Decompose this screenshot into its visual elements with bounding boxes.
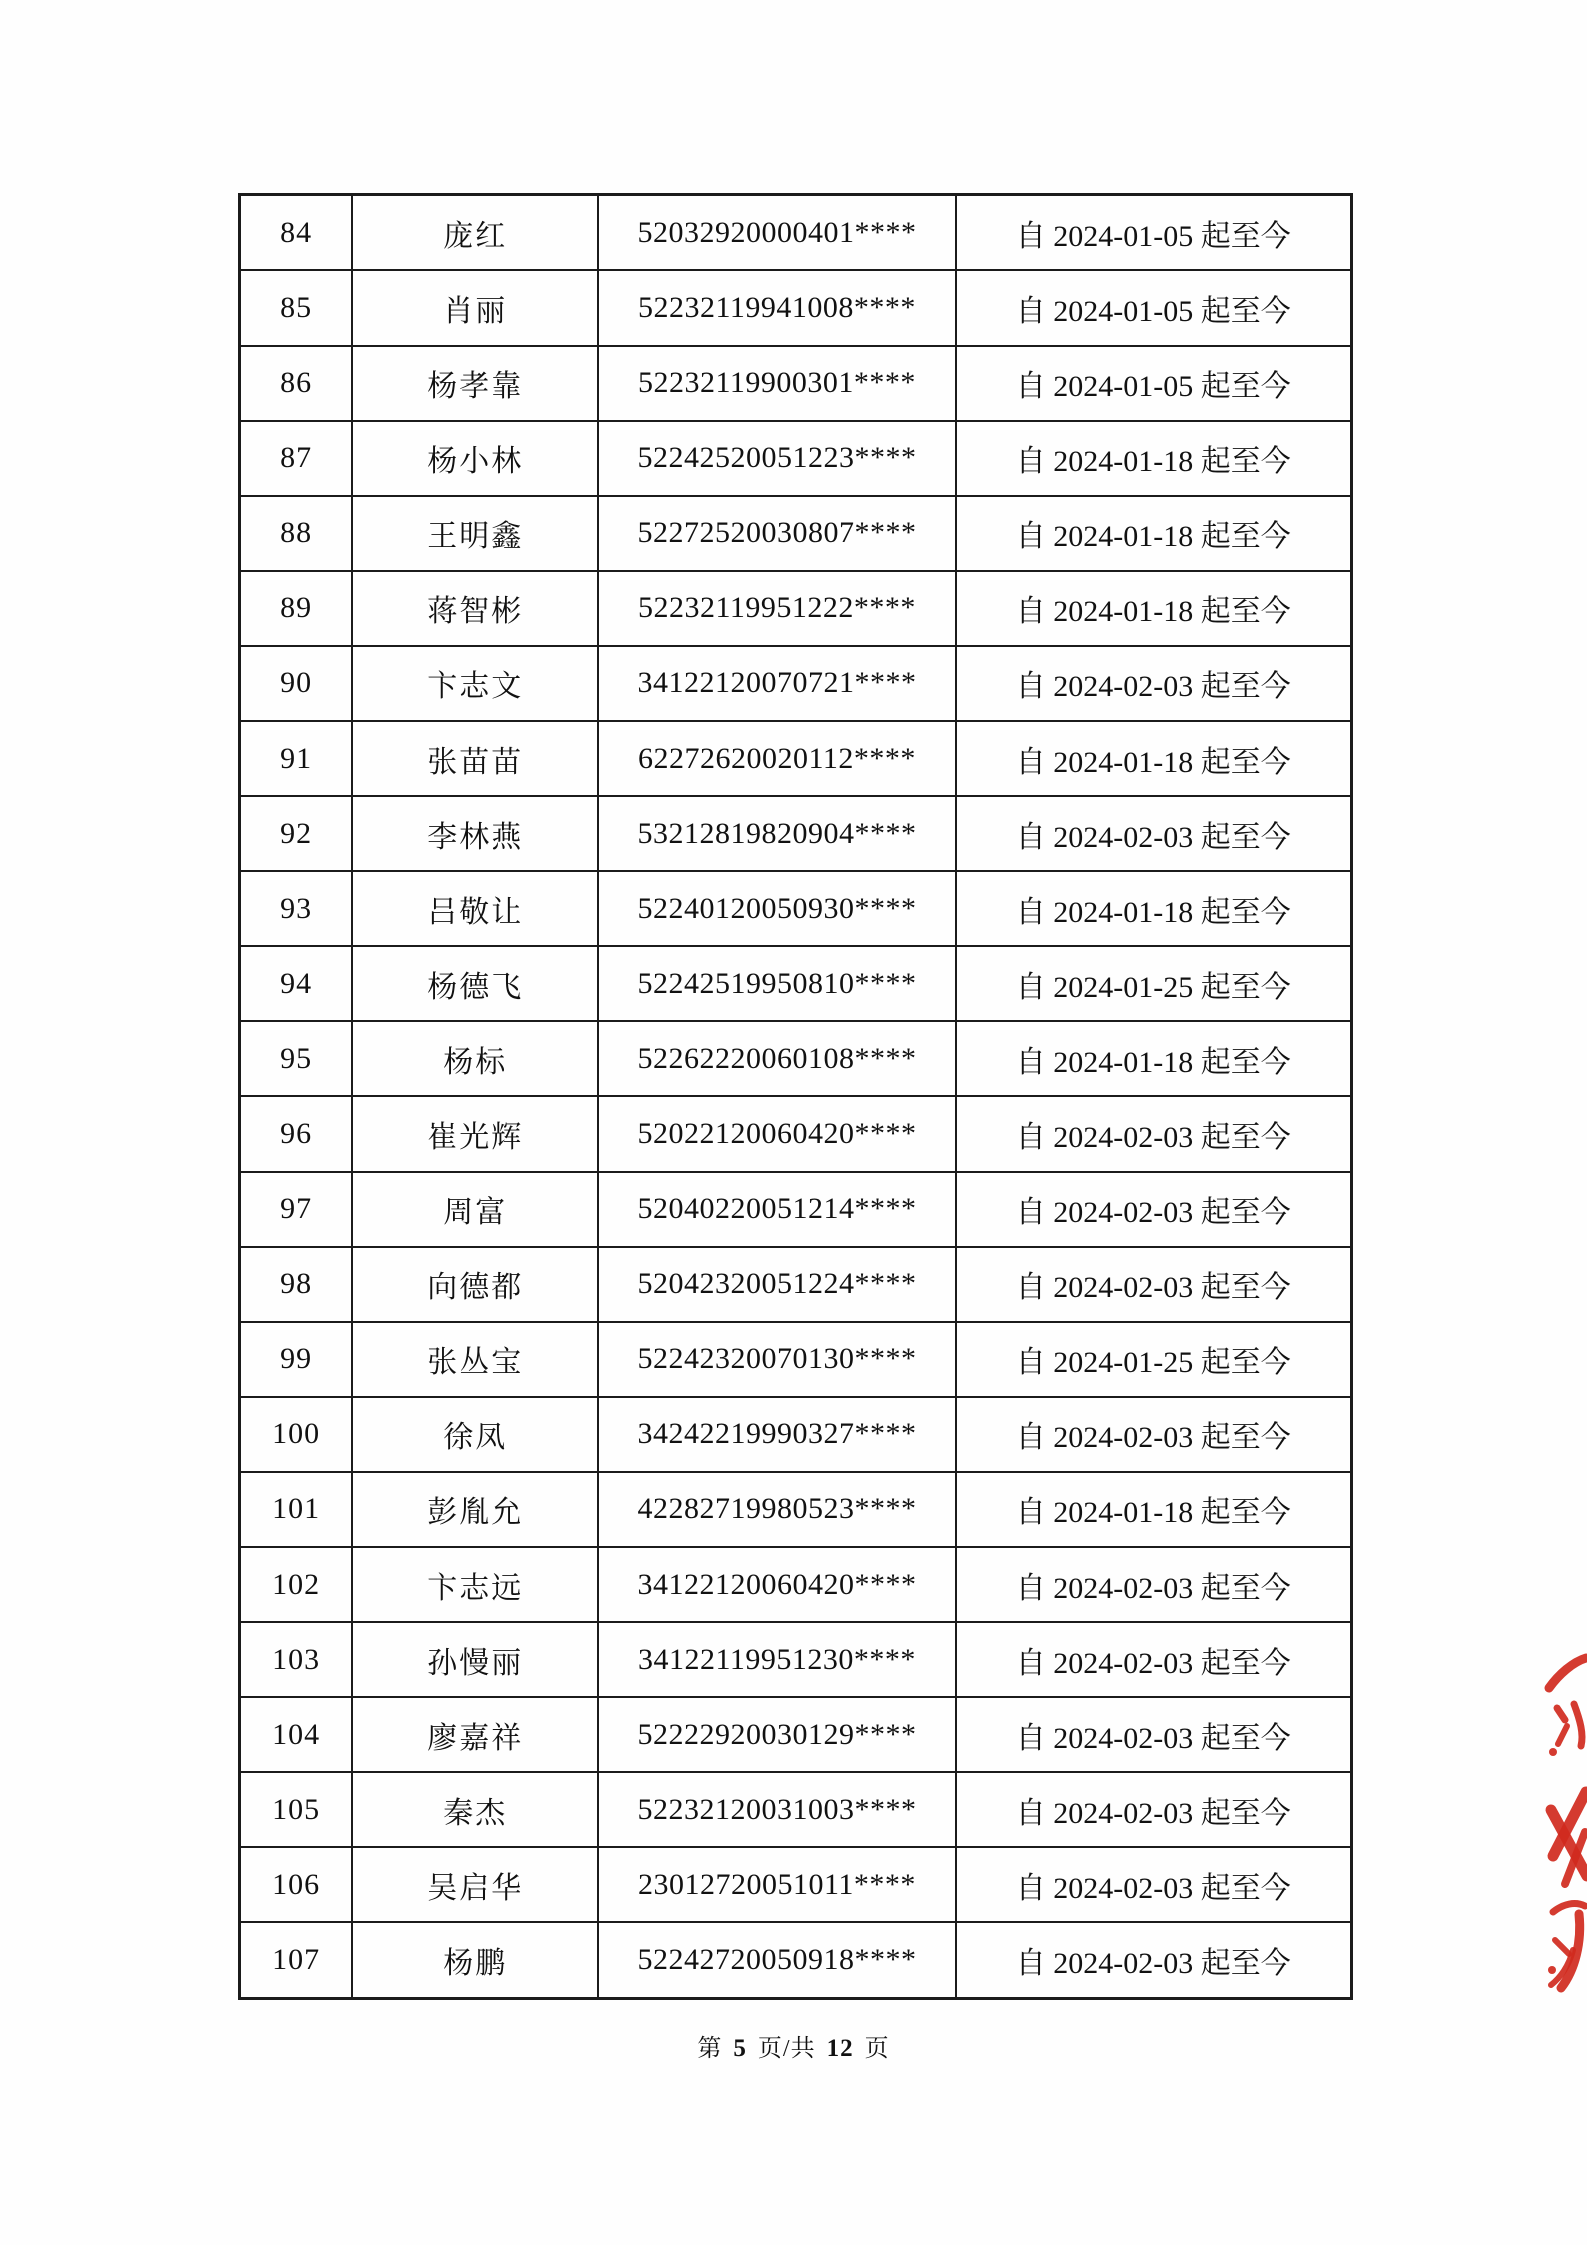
id-number-cell: 52232120031003**** [598, 1772, 955, 1847]
id-number-cell: 52022120060420**** [598, 1096, 955, 1171]
table-row [240, 1322, 1352, 1397]
name-cell: 吕敬让 [352, 871, 598, 946]
id-number-cell: 52262220060108**** [598, 1021, 955, 1096]
row-number-cell: 86 [240, 346, 353, 421]
validity-period-cell: 自 2024-01-18 起至今 [956, 1472, 1352, 1547]
row-number-cell: 101 [240, 1472, 353, 1547]
name-cell: 向德都 [352, 1247, 598, 1322]
row-number-cell: 89 [240, 571, 353, 646]
table-row [240, 1096, 1352, 1171]
id-number-cell: 52232119900301**** [598, 346, 955, 421]
row-number-cell: 107 [240, 1922, 353, 1998]
id-number-cell: 34242219990327**** [598, 1397, 955, 1472]
row-number-cell: 97 [240, 1172, 353, 1247]
row-number-cell: 90 [240, 646, 353, 721]
name-cell: 秦杰 [352, 1772, 598, 1847]
validity-period-cell: 自 2024-01-18 起至今 [956, 571, 1352, 646]
row-number-cell: 105 [240, 1772, 353, 1847]
table-row [240, 346, 1352, 421]
row-number-cell: 104 [240, 1697, 353, 1772]
table-row [240, 1547, 1352, 1622]
name-cell: 吴启华 [352, 1847, 598, 1922]
row-number-cell: 99 [240, 1322, 353, 1397]
validity-period-cell: 自 2024-02-03 起至今 [956, 1772, 1352, 1847]
id-number-cell: 62272620020112**** [598, 721, 955, 796]
validity-period-cell: 自 2024-02-03 起至今 [956, 646, 1352, 721]
validity-period-cell: 自 2024-02-03 起至今 [956, 1247, 1352, 1322]
validity-period-cell: 自 2024-01-05 起至今 [956, 195, 1352, 271]
table-row [240, 496, 1352, 571]
id-number-cell: 34122120060420**** [598, 1547, 955, 1622]
name-cell: 崔光辉 [352, 1096, 598, 1171]
table-row [240, 1772, 1352, 1847]
row-number-cell: 93 [240, 871, 353, 946]
table-row [240, 195, 1352, 271]
name-cell: 卞志远 [352, 1547, 598, 1622]
row-number-cell: 94 [240, 946, 353, 1021]
roster-body [240, 195, 1352, 1999]
table-row [240, 1247, 1352, 1322]
name-cell: 周富 [352, 1172, 598, 1247]
row-number-cell: 85 [240, 270, 353, 345]
validity-period-cell: 自 2024-01-18 起至今 [956, 1021, 1352, 1096]
table-row [240, 1922, 1352, 1998]
table-row [240, 646, 1352, 721]
id-number-cell: 52242520051223**** [598, 421, 955, 496]
validity-period-cell: 自 2024-02-03 起至今 [956, 1172, 1352, 1247]
id-number-cell: 34122119951230**** [598, 1622, 955, 1697]
id-number-cell: 42282719980523**** [598, 1472, 955, 1547]
validity-period-cell: 自 2024-02-03 起至今 [956, 1096, 1352, 1171]
name-cell: 李林燕 [352, 796, 598, 871]
validity-period-cell: 自 2024-01-18 起至今 [956, 871, 1352, 946]
validity-period-cell: 自 2024-02-03 起至今 [956, 1697, 1352, 1772]
name-cell: 杨标 [352, 1021, 598, 1096]
footer-suffix: 页 [864, 2036, 890, 2062]
name-cell: 庞红 [352, 195, 598, 271]
validity-period-cell: 自 2024-02-03 起至今 [956, 1922, 1352, 1998]
footer-total-pages: 12 [826, 2035, 854, 2062]
name-cell: 肖丽 [352, 270, 598, 345]
name-cell: 杨鹏 [352, 1922, 598, 1998]
table-row [240, 946, 1352, 1021]
validity-period-cell: 自 2024-01-18 起至今 [956, 421, 1352, 496]
name-cell: 张丛宝 [352, 1322, 598, 1397]
table-row [240, 1847, 1352, 1922]
validity-period-cell: 自 2024-02-03 起至今 [956, 1622, 1352, 1697]
name-cell: 孙慢丽 [352, 1622, 598, 1697]
validity-period-cell: 自 2024-02-03 起至今 [956, 1847, 1352, 1922]
table-row [240, 270, 1352, 345]
row-number-cell: 98 [240, 1247, 353, 1322]
validity-period-cell: 自 2024-02-03 起至今 [956, 1397, 1352, 1472]
id-number-cell: 52242320070130**** [598, 1322, 955, 1397]
table-row [240, 1622, 1352, 1697]
id-number-cell: 53212819820904**** [598, 796, 955, 871]
validity-period-cell: 自 2024-01-05 起至今 [956, 270, 1352, 345]
page-footer [0, 2028, 1587, 2063]
validity-period-cell: 自 2024-01-18 起至今 [956, 721, 1352, 796]
id-number-cell: 52232119941008**** [598, 270, 955, 345]
id-number-cell: 52042320051224**** [598, 1247, 955, 1322]
id-number-cell: 52222920030129**** [598, 1697, 955, 1772]
name-cell: 杨孝靠 [352, 346, 598, 421]
row-number-cell: 88 [240, 496, 353, 571]
row-number-cell: 103 [240, 1622, 353, 1697]
id-number-cell: 34122120070721**** [598, 646, 955, 721]
id-number-cell: 52040220051214**** [598, 1172, 955, 1247]
id-number-cell: 52240120050930**** [598, 871, 955, 946]
name-cell: 徐凤 [352, 1397, 598, 1472]
validity-period-cell: 自 2024-01-05 起至今 [956, 346, 1352, 421]
name-cell: 王明鑫 [352, 496, 598, 571]
table-row [240, 1172, 1352, 1247]
table-row [240, 1697, 1352, 1772]
validity-period-cell: 自 2024-01-25 起至今 [956, 1322, 1352, 1397]
table-row [240, 1397, 1352, 1472]
name-cell: 彭胤允 [352, 1472, 598, 1547]
footer-prefix: 第 [697, 2036, 723, 2062]
id-number-cell: 52032920000401**** [598, 195, 955, 271]
table-row [240, 721, 1352, 796]
row-number-cell: 102 [240, 1547, 353, 1622]
row-number-cell: 100 [240, 1397, 353, 1472]
row-number-cell: 91 [240, 721, 353, 796]
footer-page-number: 5 [733, 2035, 747, 2062]
table-row [240, 871, 1352, 946]
id-number-cell: 23012720051011**** [598, 1847, 955, 1922]
id-number-cell: 52242519950810**** [598, 946, 955, 1021]
name-cell: 廖嘉祥 [352, 1697, 598, 1772]
red-seal-stamp [1543, 1650, 1587, 1990]
validity-period-cell: 自 2024-02-03 起至今 [956, 1547, 1352, 1622]
id-number-cell: 52232119951222**** [598, 571, 955, 646]
name-cell: 张苗苗 [352, 721, 598, 796]
roster-table [238, 193, 1353, 2000]
table-row [240, 571, 1352, 646]
row-number-cell: 106 [240, 1847, 353, 1922]
row-number-cell: 92 [240, 796, 353, 871]
name-cell: 蒋智彬 [352, 571, 598, 646]
row-number-cell: 87 [240, 421, 353, 496]
footer-middle: 页/共 [757, 2036, 816, 2062]
name-cell: 杨德飞 [352, 946, 598, 1021]
id-number-cell: 52242720050918**** [598, 1922, 955, 1998]
validity-period-cell: 自 2024-01-25 起至今 [956, 946, 1352, 1021]
validity-period-cell: 自 2024-02-03 起至今 [956, 796, 1352, 871]
row-number-cell: 96 [240, 1096, 353, 1171]
row-number-cell: 95 [240, 1021, 353, 1096]
row-number-cell: 84 [240, 195, 353, 271]
id-number-cell: 52272520030807**** [598, 496, 955, 571]
table-row [240, 421, 1352, 496]
table-row [240, 1472, 1352, 1547]
name-cell: 杨小林 [352, 421, 598, 496]
table-row [240, 796, 1352, 871]
name-cell: 卞志文 [352, 646, 598, 721]
validity-period-cell: 自 2024-01-18 起至今 [956, 496, 1352, 571]
table-row [240, 1021, 1352, 1096]
